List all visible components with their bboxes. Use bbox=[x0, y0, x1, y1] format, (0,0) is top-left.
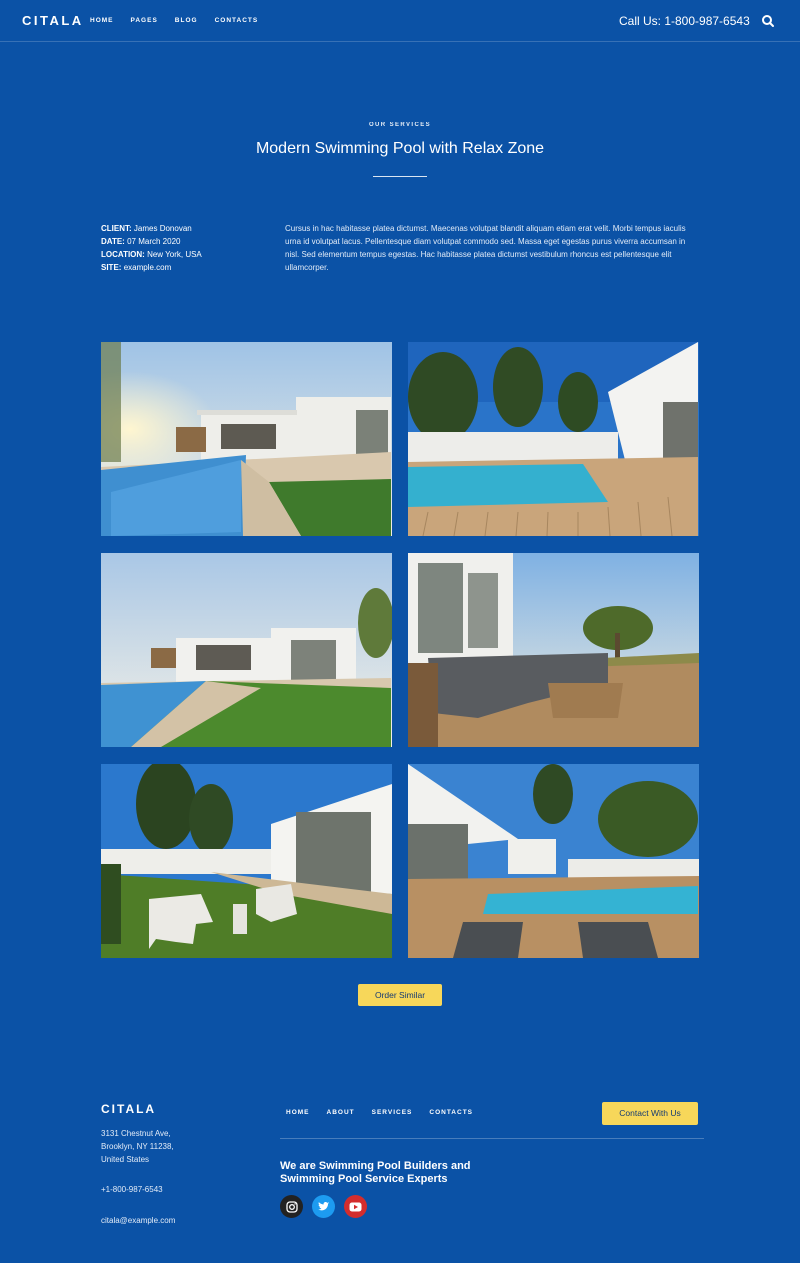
search-icon[interactable] bbox=[760, 13, 776, 29]
gallery-photo-pool-house-sunset[interactable] bbox=[101, 342, 392, 536]
call-us[interactable]: Call Us: 1-800-987-6543 bbox=[619, 14, 750, 28]
meta-client bbox=[101, 222, 202, 235]
footer-email[interactable]: citala@example.com bbox=[101, 1216, 176, 1225]
meta-client-label: CLIENT: bbox=[101, 224, 132, 233]
footer-nav-contacts[interactable]: CONTACTS bbox=[429, 1109, 474, 1116]
meta-client-value: James Donovan bbox=[133, 224, 192, 233]
meta-site-value[interactable]: example.com bbox=[123, 263, 172, 272]
meta-location bbox=[101, 248, 202, 261]
nav-home[interactable]: HOME bbox=[90, 17, 114, 24]
footer-nav bbox=[286, 1109, 490, 1116]
social-links bbox=[280, 1195, 367, 1218]
contact-with-us-button[interactable]: Contact With Us bbox=[602, 1102, 698, 1125]
youtube-icon[interactable] bbox=[344, 1195, 367, 1218]
gallery-photo-lawn-chairs[interactable] bbox=[101, 764, 392, 958]
nav-contacts[interactable]: CONTACTS bbox=[214, 17, 259, 24]
address-line-2: Brooklyn, NY 11238, bbox=[101, 1142, 174, 1151]
meta-site bbox=[101, 261, 202, 274]
footer-logo[interactable]: CITALA bbox=[101, 1102, 157, 1116]
gallery-photo-villa-lawn-pool[interactable] bbox=[101, 553, 392, 747]
instagram-icon[interactable] bbox=[280, 1195, 303, 1218]
footer-nav-services[interactable]: SERVICES bbox=[371, 1109, 413, 1116]
footer-nav-home[interactable]: HOME bbox=[286, 1109, 310, 1116]
twitter-icon[interactable] bbox=[312, 1195, 335, 1218]
meta-site-label: SITE: bbox=[101, 263, 122, 272]
meta-location-value: New York, USA bbox=[147, 250, 202, 259]
gallery-photo-terrace-sofa[interactable] bbox=[408, 553, 699, 747]
main-nav bbox=[90, 17, 275, 24]
tagline-line-2: Swimming Pool Service Experts bbox=[280, 1172, 448, 1185]
meta-location-label: LOCATION: bbox=[101, 250, 145, 259]
address-line-3: United States bbox=[101, 1155, 150, 1164]
tagline-line-1: We are Swimming Pool Builders and bbox=[280, 1160, 471, 1172]
address-line-1: 3131 Chestnut Ave, bbox=[101, 1129, 171, 1138]
footer-divider bbox=[280, 1138, 704, 1139]
nav-blog[interactable]: BLOG bbox=[174, 17, 198, 24]
site-header bbox=[0, 0, 800, 42]
order-similar-button[interactable]: Order Similar bbox=[358, 984, 442, 1006]
nav-pages[interactable]: PAGES bbox=[130, 17, 158, 24]
gallery-photo-pool-deck-trees[interactable] bbox=[408, 342, 699, 536]
title-divider bbox=[373, 176, 427, 177]
footer-address bbox=[101, 1127, 174, 1166]
project-description: Cursus in hac habitasse platea dictumst. Maecenas volutpat blandit aliquam etiam erat velit. Morbi tempus iaculis urna id volutpat lacus. Pellentesque diam volutpat commodo sed. Massa eget egestas purus viverra accumsan in nisl. Sed elementum tempus egestas. Hac habitasse platea dictumst vestibulum rhoncus est pellentesque elit ullamcorper. bbox=[285, 224, 686, 272]
page-title: Modern Swimming Pool with Relax Zone bbox=[255, 140, 545, 157]
meta-date-value: 07 March 2020 bbox=[127, 237, 181, 246]
footer-phone[interactable]: +1-800-987-6543 bbox=[101, 1185, 163, 1194]
site-logo[interactable]: CITALA bbox=[22, 13, 84, 28]
footer-nav-about[interactable]: ABOUT bbox=[326, 1109, 355, 1116]
meta-date-label: DATE: bbox=[101, 237, 125, 246]
meta-date bbox=[101, 235, 202, 248]
footer-tagline bbox=[280, 1160, 540, 1185]
project-meta bbox=[101, 222, 202, 274]
section-eyebrow: OUR SERVICES bbox=[368, 122, 432, 128]
gallery-photo-pool-loungers[interactable] bbox=[408, 764, 699, 958]
